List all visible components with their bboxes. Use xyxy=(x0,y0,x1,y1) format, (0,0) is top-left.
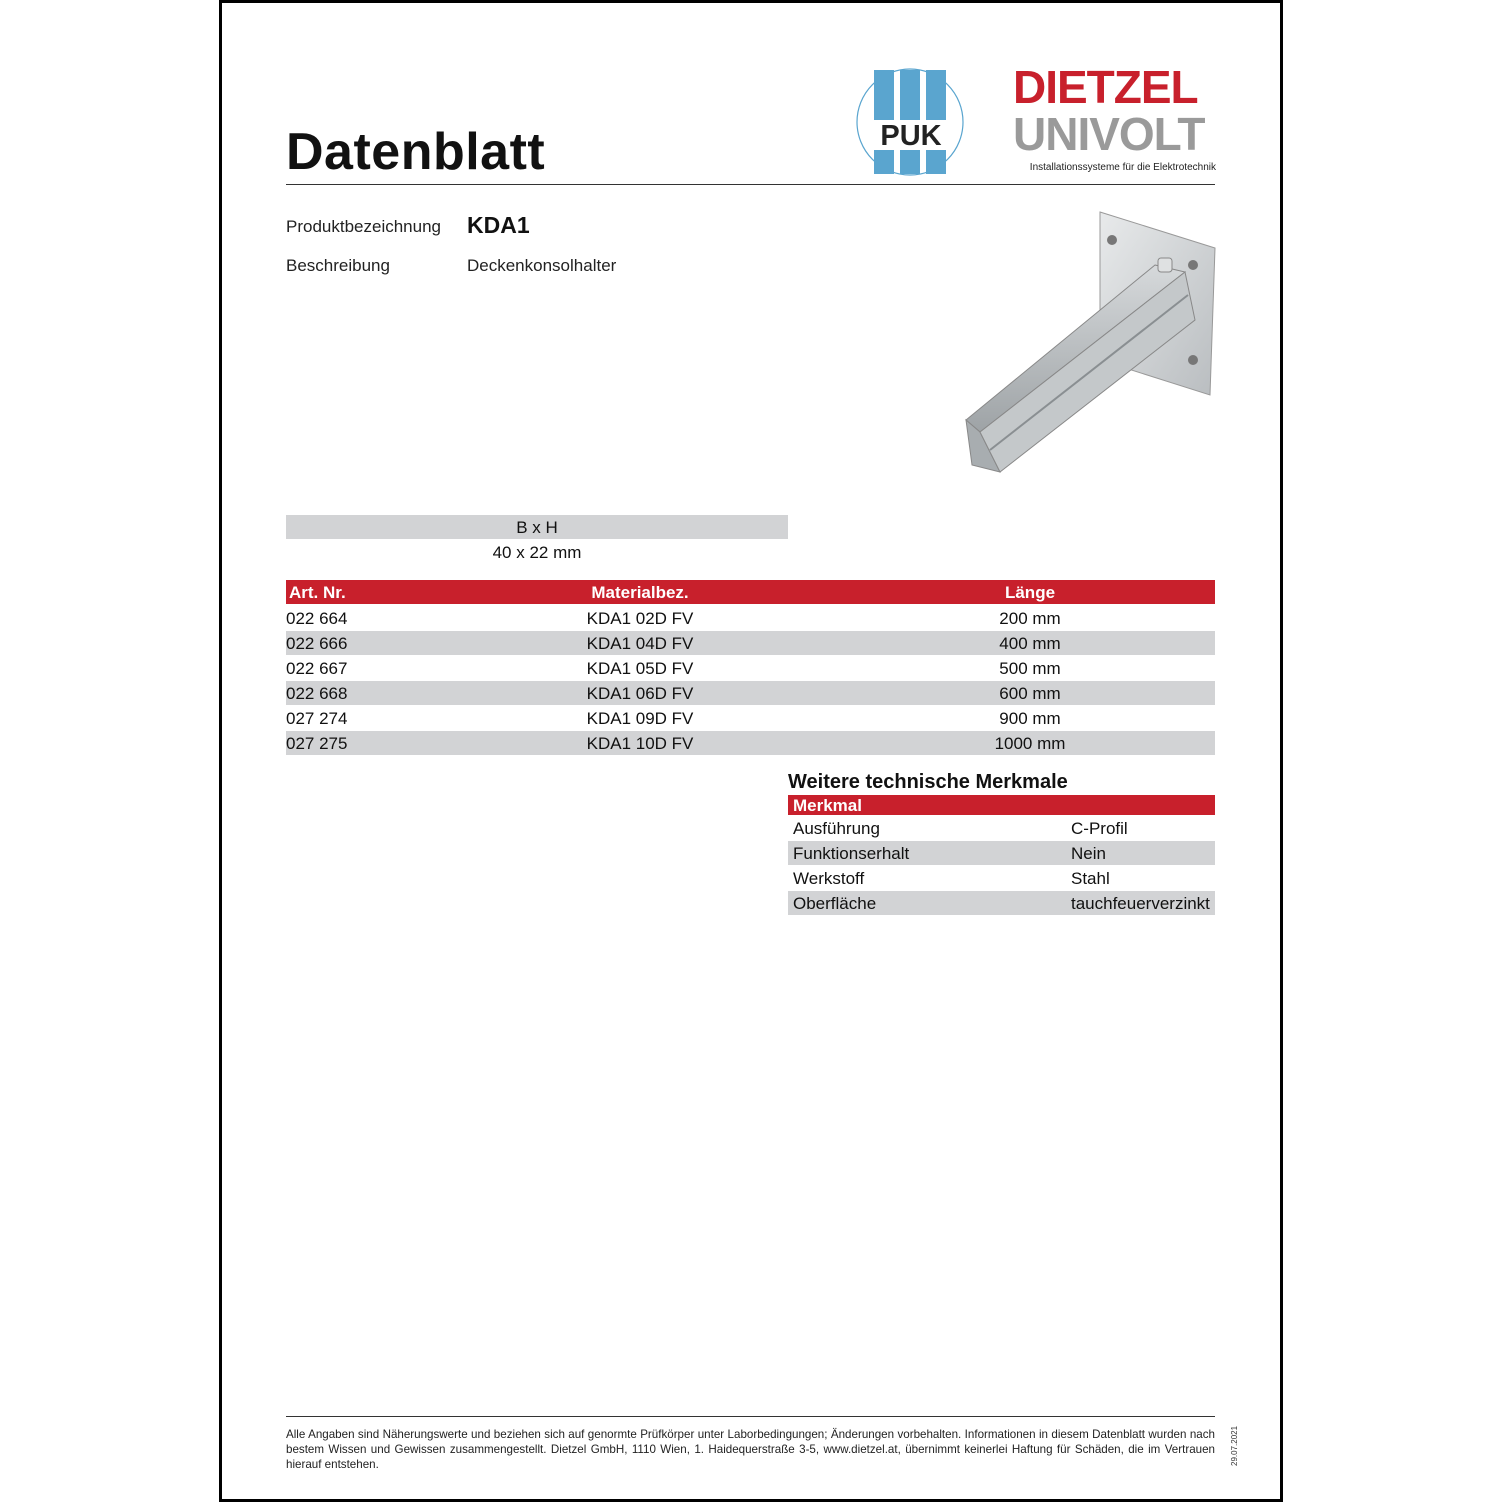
product-desc-value: Deckenkonsolhalter xyxy=(467,256,617,275)
cell-materialbez: KDA1 06D FV xyxy=(586,684,694,703)
features-header-label: Merkmal xyxy=(793,796,862,815)
feature-value: tauchfeuerverzinkt xyxy=(1071,894,1210,913)
footer-disclaimer: Alle Angaben sind Näherungswerte und beziehen sich auf genormte Prüfkörper unter Laborbedingungen; Änderungen vorbehalten. Informationen in diesem Datenblatt wurden nach bestem Wissen und Gewissen zusammengestellt. Dietzel GmbH, 1110 Wien, 1. Haidequerstraße 3-5, www.dietzel.at, übernimmt keinerlei Haftung für Schäden, die im Vertrauen hierauf entstehen. xyxy=(286,1428,1215,1471)
feature-name: Funktionserhalt xyxy=(793,844,910,863)
feature-row xyxy=(788,816,1215,840)
features-title: Weitere technische Merkmale xyxy=(788,771,1068,793)
col-art-nr: Art. Nr. xyxy=(289,583,346,602)
dimensions-header-bar xyxy=(286,515,788,539)
page-title: Datenblatt xyxy=(286,123,546,181)
cell-art-nr: 022 667 xyxy=(286,659,348,678)
cell-art-nr: 022 668 xyxy=(286,684,348,703)
feature-name: Ausführung xyxy=(793,819,880,838)
feature-value: Stahl xyxy=(1071,869,1110,888)
article-table-header xyxy=(286,580,1215,604)
dimensions-value: 40 x 22 mm xyxy=(492,543,582,562)
cell-laenge: 400 mm xyxy=(999,634,1061,653)
features-header xyxy=(788,795,1215,815)
cell-laenge: 500 mm xyxy=(999,659,1061,678)
brand-univolt: UNIVOLT xyxy=(1013,108,1205,160)
feature-row xyxy=(788,841,1215,865)
table-row xyxy=(286,706,1215,730)
cell-art-nr: 022 666 xyxy=(286,634,348,653)
header-divider xyxy=(286,184,1215,185)
feature-row xyxy=(788,866,1215,890)
cell-art-nr: 027 275 xyxy=(286,734,348,753)
puk-logo xyxy=(855,68,967,176)
feature-value: Nein xyxy=(1071,844,1106,863)
cell-materialbez: KDA1 10D FV xyxy=(586,734,694,753)
product-name-label: Produktbezeichnung xyxy=(286,217,442,236)
table-row xyxy=(286,656,1215,680)
table-row xyxy=(286,731,1215,755)
cell-art-nr: 022 664 xyxy=(286,609,348,628)
dimensions-header: B x H xyxy=(516,518,558,537)
product-name-value: KDA1 xyxy=(467,212,530,238)
cell-laenge: 600 mm xyxy=(999,684,1061,703)
footer-date: 29.07.2021 xyxy=(1230,1425,1239,1466)
col-materialbez: Materialbez. xyxy=(591,583,689,602)
footer-divider xyxy=(286,1416,1215,1417)
product-image xyxy=(960,210,1220,485)
cell-laenge: 200 mm xyxy=(999,609,1061,628)
brand-dietzel: DIETZEL xyxy=(1013,61,1198,113)
cell-materialbez: KDA1 09D FV xyxy=(586,709,694,728)
cell-materialbez: KDA1 04D FV xyxy=(586,634,694,653)
cell-materialbez: KDA1 02D FV xyxy=(586,609,694,628)
feature-value: C-Profil xyxy=(1071,819,1128,838)
feature-name: Werkstoff xyxy=(793,869,865,888)
puk-logo-text: PUK xyxy=(880,120,942,152)
feature-name: Oberfläche xyxy=(793,894,877,913)
col-laenge: Länge xyxy=(1004,583,1056,602)
table-row xyxy=(286,631,1215,655)
table-row xyxy=(286,606,1215,630)
table-row xyxy=(286,681,1215,705)
cell-art-nr: 027 274 xyxy=(286,709,348,728)
cell-laenge: 900 mm xyxy=(999,709,1061,728)
cell-materialbez: KDA1 05D FV xyxy=(586,659,694,678)
cell-laenge: 1000 mm xyxy=(994,734,1066,753)
feature-row xyxy=(788,891,1215,915)
brand-tagline: Installationssysteme für die Elektrotechnik xyxy=(1029,162,1216,173)
product-desc-label: Beschreibung xyxy=(286,256,390,275)
